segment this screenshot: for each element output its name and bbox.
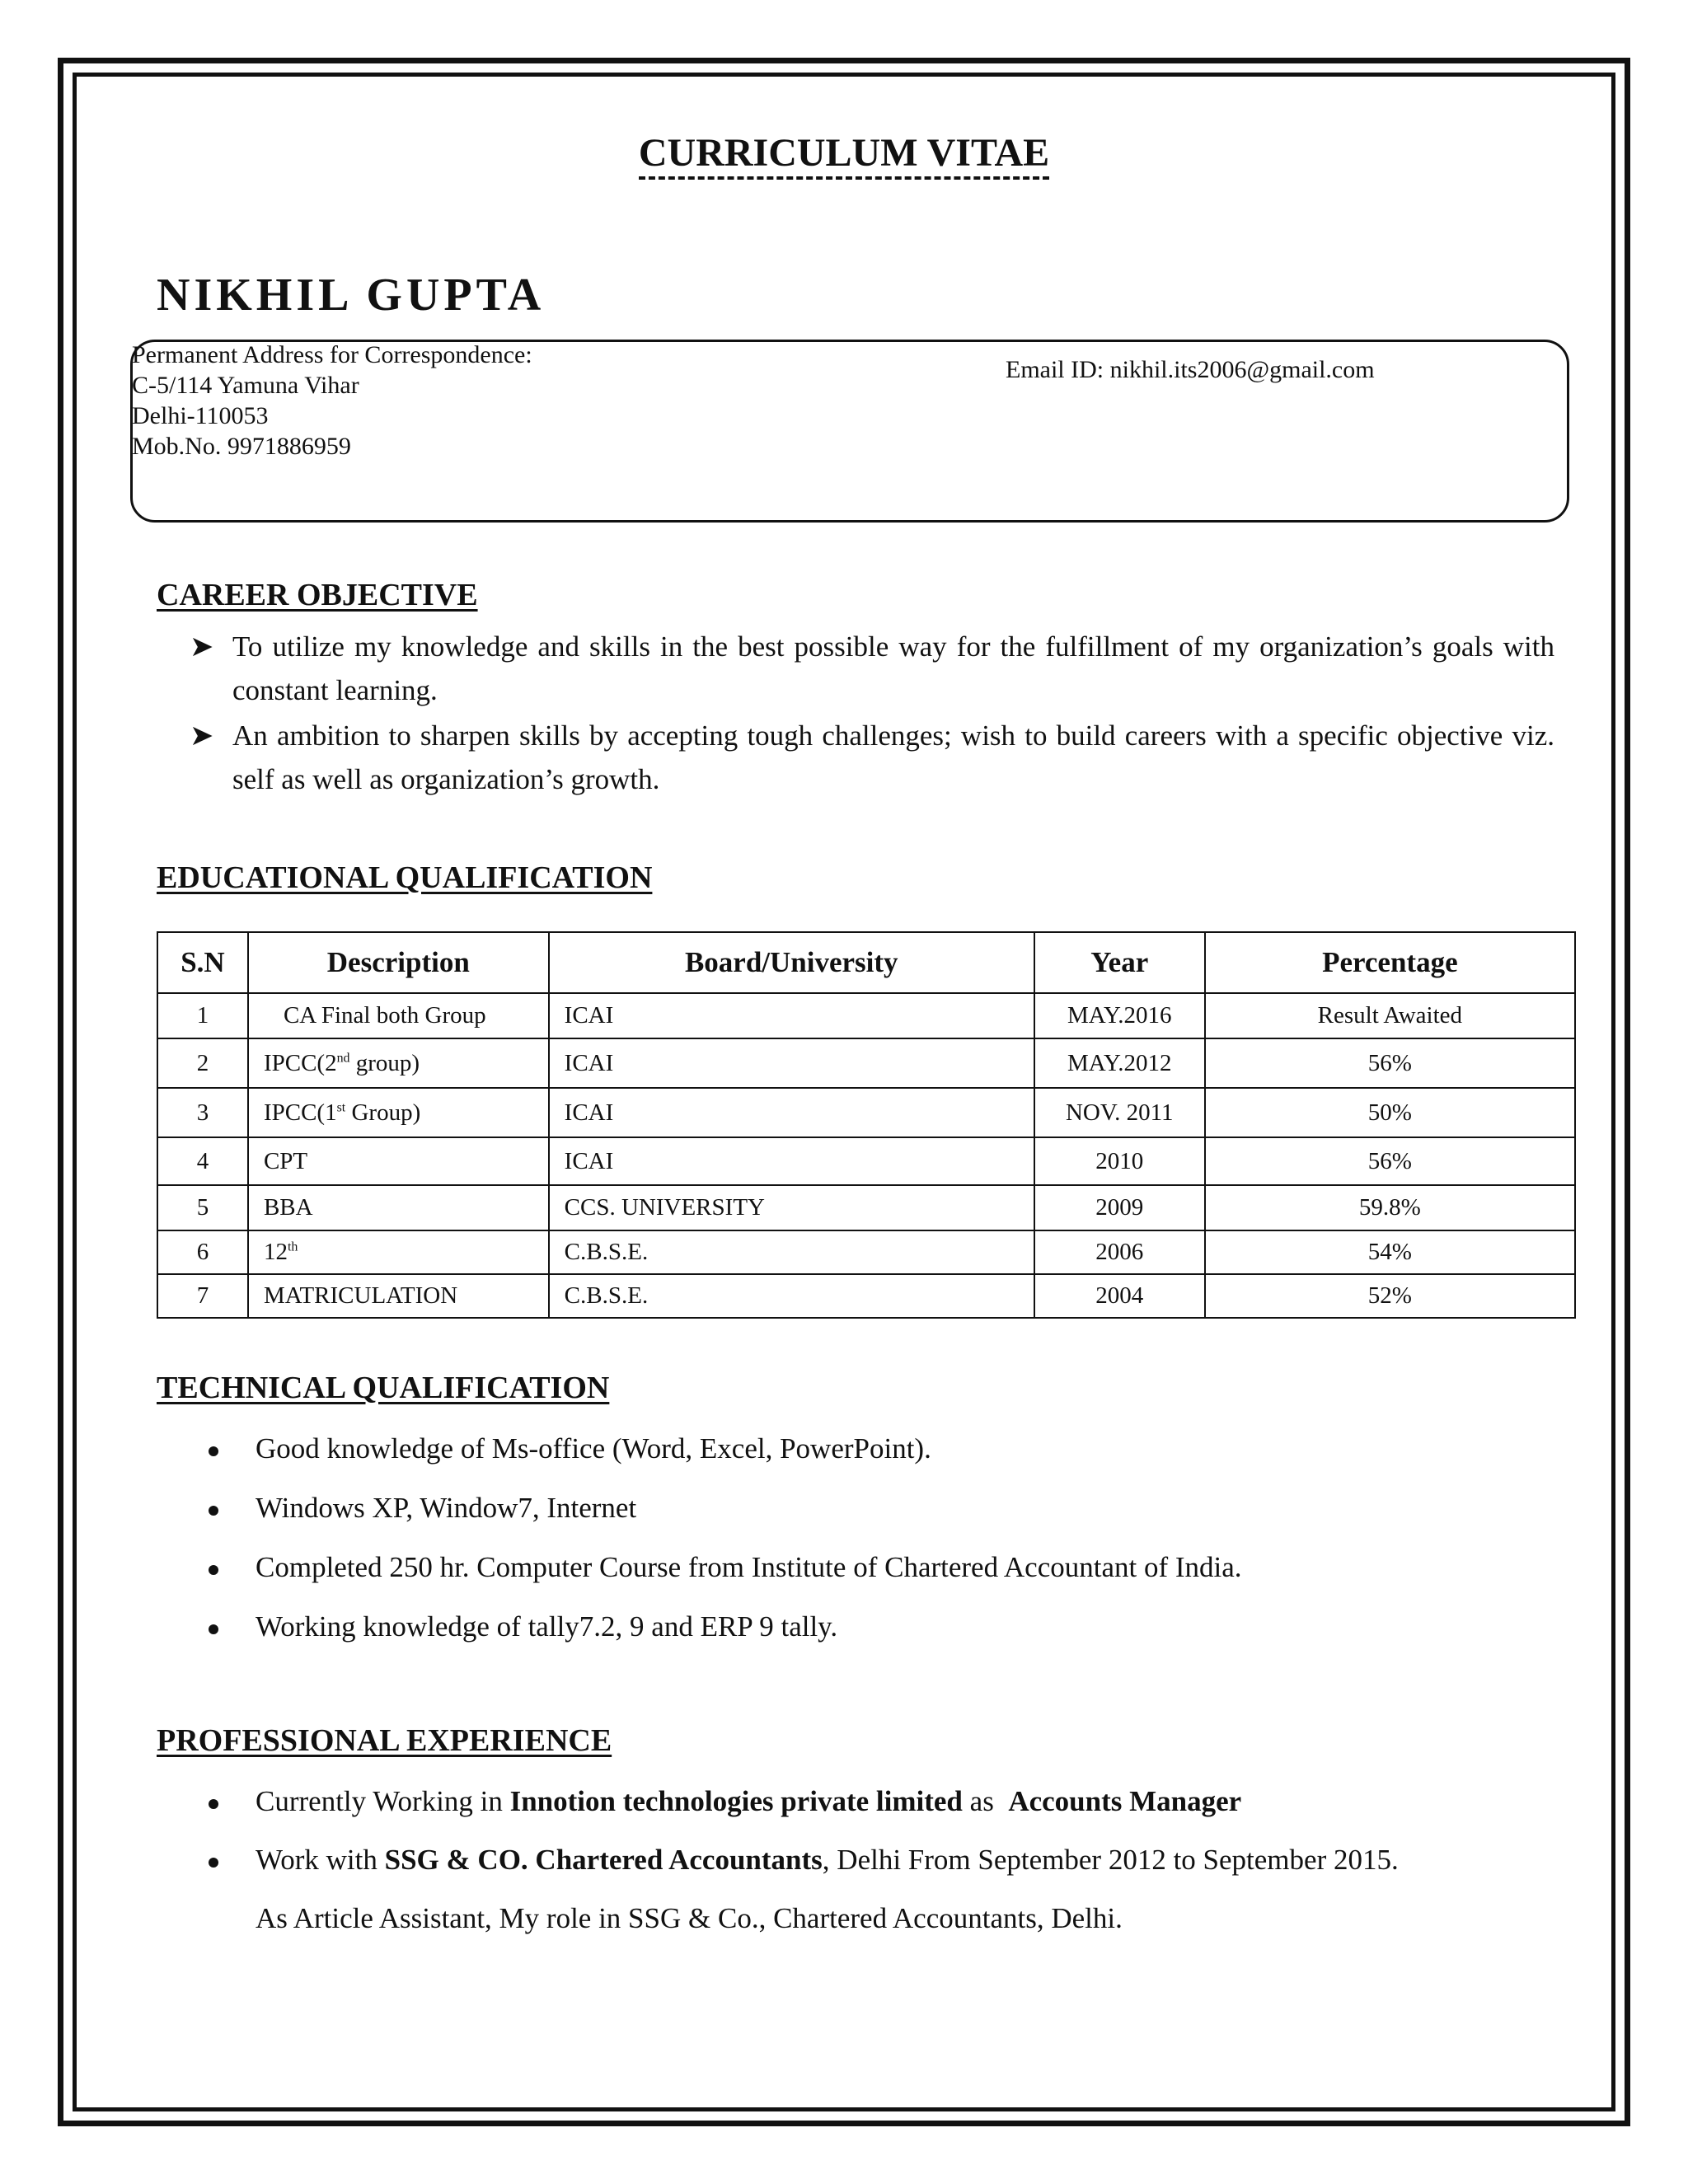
cell-board: C.B.S.E. <box>549 1230 1034 1274</box>
cell-board: C.B.S.E. <box>549 1274 1034 1318</box>
table-row <box>157 1230 1575 1274</box>
bullet-icon <box>209 1506 218 1516</box>
cell-sn: 1 <box>157 993 248 1038</box>
cell-percentage: 56% <box>1205 1038 1575 1088</box>
column-header: Description <box>248 932 549 993</box>
cell-description: IPCC(2nd group) <box>248 1038 549 1088</box>
column-header: S.N <box>157 932 248 993</box>
table-row <box>157 993 1575 1038</box>
objective-item: ➤ An ambition to sharpen skills by accepting tough challenges; wish to build careers with a specific objective viz. self as well as organization’s growth. <box>190 714 1554 801</box>
technical-list <box>202 1432 1603 1670</box>
column-header: Year <box>1034 932 1205 993</box>
cell-description: CPT <box>248 1137 549 1185</box>
cell-year: 2010 <box>1034 1137 1205 1185</box>
education-table <box>157 931 1576 1319</box>
bullet-icon <box>209 1624 218 1634</box>
cell-year: 2004 <box>1034 1274 1205 1318</box>
list-item: Completed 250 hr. Computer Course from Institute of Chartered Accountant of India. <box>202 1551 1603 1610</box>
cell-board: ICAI <box>549 1088 1034 1137</box>
table-row <box>157 1274 1575 1318</box>
address-line-1: C-5/114 Yamuna Vihar <box>132 372 359 399</box>
candidate-name: NIKHIL GUPTA <box>157 269 546 321</box>
objective-item: ➤ To utilize my knowledge and skills in the best possible way for the fulfillment of my organization’s goals with constant learning. <box>190 625 1554 712</box>
cell-sn: 7 <box>157 1274 248 1318</box>
email-id: Email ID: nikhil.its2006@gmail.com <box>1006 356 1375 383</box>
cell-percentage: 52% <box>1205 1274 1575 1318</box>
cell-sn: 5 <box>157 1185 248 1230</box>
table-row <box>157 1185 1575 1230</box>
address-label: Permanent Address for Correspondence: <box>132 341 532 368</box>
table-row <box>157 1038 1575 1088</box>
column-header: Percentage <box>1205 932 1575 993</box>
cell-year: MAY.2016 <box>1034 993 1205 1038</box>
table-row <box>157 1088 1575 1137</box>
cell-board: ICAI <box>549 1038 1034 1088</box>
bullet-icon <box>209 1858 218 1868</box>
address-line-2: Delhi-110053 <box>132 402 269 429</box>
document-title: CURRICULUM VITAE <box>0 130 1688 176</box>
column-header: Board/University <box>549 932 1034 993</box>
cell-board: ICAI <box>549 1137 1034 1185</box>
bullet-icon <box>209 1565 218 1575</box>
cell-year: MAY.2012 <box>1034 1038 1205 1088</box>
cell-year: 2009 <box>1034 1185 1205 1230</box>
list-item: Good knowledge of Ms-office (Word, Excel, PowerPoint). <box>202 1432 1603 1492</box>
mobile-number: Mob.No. 9971886959 <box>132 433 351 460</box>
bullet-icon <box>209 1446 218 1456</box>
cell-description: 12th <box>248 1230 549 1274</box>
cell-year: 2006 <box>1034 1230 1205 1274</box>
cell-sn: 3 <box>157 1088 248 1137</box>
cell-board: CCS. UNIVERSITY <box>549 1185 1034 1230</box>
cell-percentage: 50% <box>1205 1088 1575 1137</box>
list-item: Windows XP, Window7, Internet <box>202 1492 1603 1551</box>
professional-heading: PROFESSIONAL EXPERIENCE <box>157 1723 612 1758</box>
technical-heading: TECHNICAL QUALIFICATION <box>157 1371 610 1405</box>
cell-sn: 4 <box>157 1137 248 1185</box>
arrow-bullet-icon: ➤ <box>190 719 214 752</box>
cell-description: MATRICULATION <box>248 1274 549 1318</box>
cell-percentage: Result Awaited <box>1205 993 1575 1038</box>
cell-percentage: 59.8% <box>1205 1185 1575 1230</box>
table-row <box>157 1137 1575 1185</box>
career-objective-list <box>190 625 1554 801</box>
bullet-icon <box>209 1799 218 1809</box>
career-objective-heading: CAREER OBJECTIVE <box>157 578 478 612</box>
cell-percentage: 54% <box>1205 1230 1575 1274</box>
education-heading: EDUCATIONAL QUALIFICATION <box>157 860 653 895</box>
cell-description: CA Final both Group <box>248 993 549 1038</box>
cell-sn: 6 <box>157 1230 248 1274</box>
cell-year: NOV. 2011 <box>1034 1088 1205 1137</box>
professional-list <box>202 1785 1603 1961</box>
arrow-bullet-icon: ➤ <box>190 630 214 663</box>
list-item: Work with SSG & CO. Chartered Accountants, Delhi From September 2012 to September 2015. <box>202 1844 1603 1902</box>
list-item: Currently Working in Innotion technologies private limited as Accounts Manager <box>202 1785 1603 1844</box>
cell-board: ICAI <box>549 993 1034 1038</box>
cell-description: BBA <box>248 1185 549 1230</box>
cell-sn: 2 <box>157 1038 248 1088</box>
cell-description: IPCC(1st Group) <box>248 1088 549 1137</box>
list-item-continuation: As Article Assistant, My role in SSG & Co., Chartered Accountants, Delhi. <box>256 1902 1123 1934</box>
address-block <box>132 340 532 462</box>
table-header-row <box>157 932 1575 993</box>
list-item: Working knowledge of tally7.2, 9 and ERP 9 tally. <box>202 1610 1603 1670</box>
cell-percentage: 56% <box>1205 1137 1575 1185</box>
